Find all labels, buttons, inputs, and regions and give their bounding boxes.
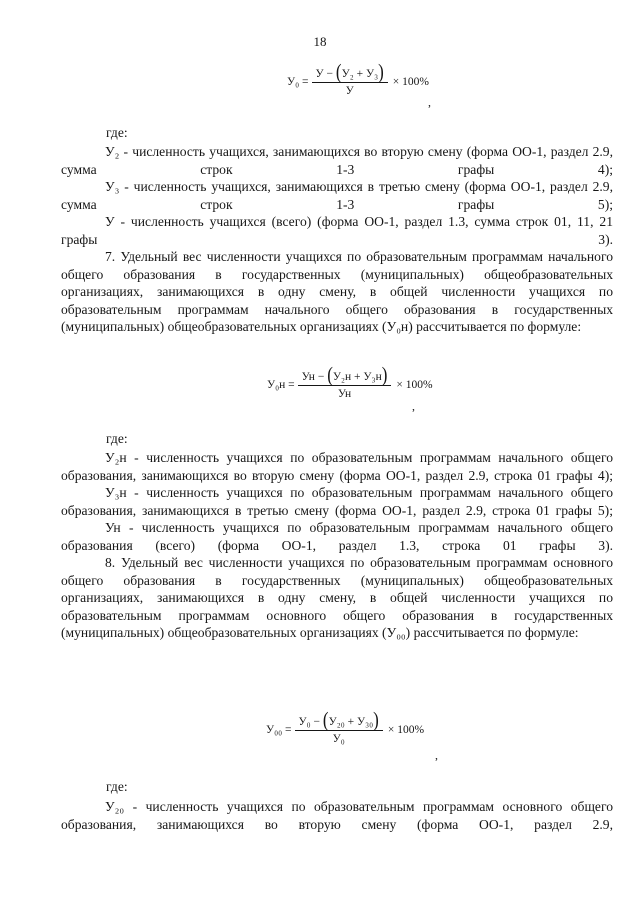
where-label: где: [106, 779, 128, 794]
formula-multiplier: × 100% [392, 75, 429, 88]
definition-y: У - численность учащихся (всего) (форма ОО-1, раздел 1.3, сумма строк 01, 11, 21 графы 3). [61, 214, 613, 247]
formula-primary-share [267, 362, 433, 400]
formula-numerator: У₀ − (У₂₀ + У₃₀) [295, 714, 383, 731]
formula-lhs: У₀н = [267, 378, 295, 391]
formula-multiplier: × 100% [396, 378, 433, 391]
definition-yn: Ун - численность учащихся по образовательным программам начального общего образования (всего) (форма ОО-1, раздел 1.3, строка 01 графы 3). [61, 520, 613, 553]
formula-multiplier: × 100% [387, 723, 425, 736]
formula-trailing-comma: , [428, 95, 431, 109]
where-label: где: [106, 431, 128, 446]
formula-denominator: Ун [337, 388, 352, 400]
where-label: где: [106, 125, 128, 140]
formula-trailing-comma: , [412, 399, 415, 413]
formula-numerator: У − (У₂ + У₃) [312, 66, 388, 83]
formula-denominator: У [345, 85, 354, 97]
formula-fraction [298, 362, 392, 400]
formula-lhs: У₀ = [287, 75, 309, 88]
formula-trailing-comma: , [435, 748, 438, 762]
formula-share-one-shift [287, 59, 429, 97]
definition-y2: У₂ - численность учащихся, занимающихся во вторую смену (форма ОО-1, раздел 2.9, сумма строк 1-3 графы 4); [61, 144, 613, 177]
paragraph-8: 8. Удельный вес численности учащихся по образовательным программам основного общего образования в государственных (муниципальных) общеобразовательных организациях, занимающихся в одну смену, в общей численности учащихся по образовательным программам основного общего образования в государственных (муниципальных) общеобразовательных организациях (У₀₀) рассчитывается по формуле: [61, 555, 613, 640]
text-block-3 [61, 798, 613, 833]
text-block-2 [61, 449, 613, 642]
definition-y3n: У₃н - численность учащихся по образовательным программам начального общего образования, занимающихся в третью смену (форма ОО-1, раздел 2.9, строка 01 графы 5); [61, 485, 613, 518]
paragraph-7: 7. Удельный вес численности учащихся по образовательным программам начального общего образования в государственных (муниципальных) общеобразовательных организациях, занимающихся в одну смену, в общей численности учащихся по образовательным программам начального общего образования в государственных (муниципальных) общеобразовательных организациях (У₀н) рассчитывается по формуле: [61, 249, 613, 334]
page-number: 18 [313, 34, 327, 49]
formula-denominator: У₀ [332, 733, 345, 745]
formula-numerator: Ун − (У₂н + У₃н) [298, 369, 392, 386]
formula-basic-share [266, 707, 425, 745]
formula-fraction [295, 707, 383, 745]
formula-lhs: У₀₀ = [266, 723, 292, 736]
formula-fraction [312, 59, 388, 97]
definition-y2n: У₂н - численность учащихся по образовательным программам начального общего образования, занимающихся во вторую смену (форма ОО-1, раздел 2.9, строка 01 графы 4); [61, 450, 613, 483]
definition-y2o: У₂₀ - численность учащихся по образовательным программам основного общего образования, занимающихся во вторую смену (форма ОО-1, раздел 2.9, [61, 799, 613, 832]
definition-y3: У₃ - численность учащихся, занимающихся в третью смену (форма ОО-1, раздел 2.9, сумма строк 1-3 графы 5); [61, 179, 613, 212]
text-block-1 [61, 143, 613, 336]
